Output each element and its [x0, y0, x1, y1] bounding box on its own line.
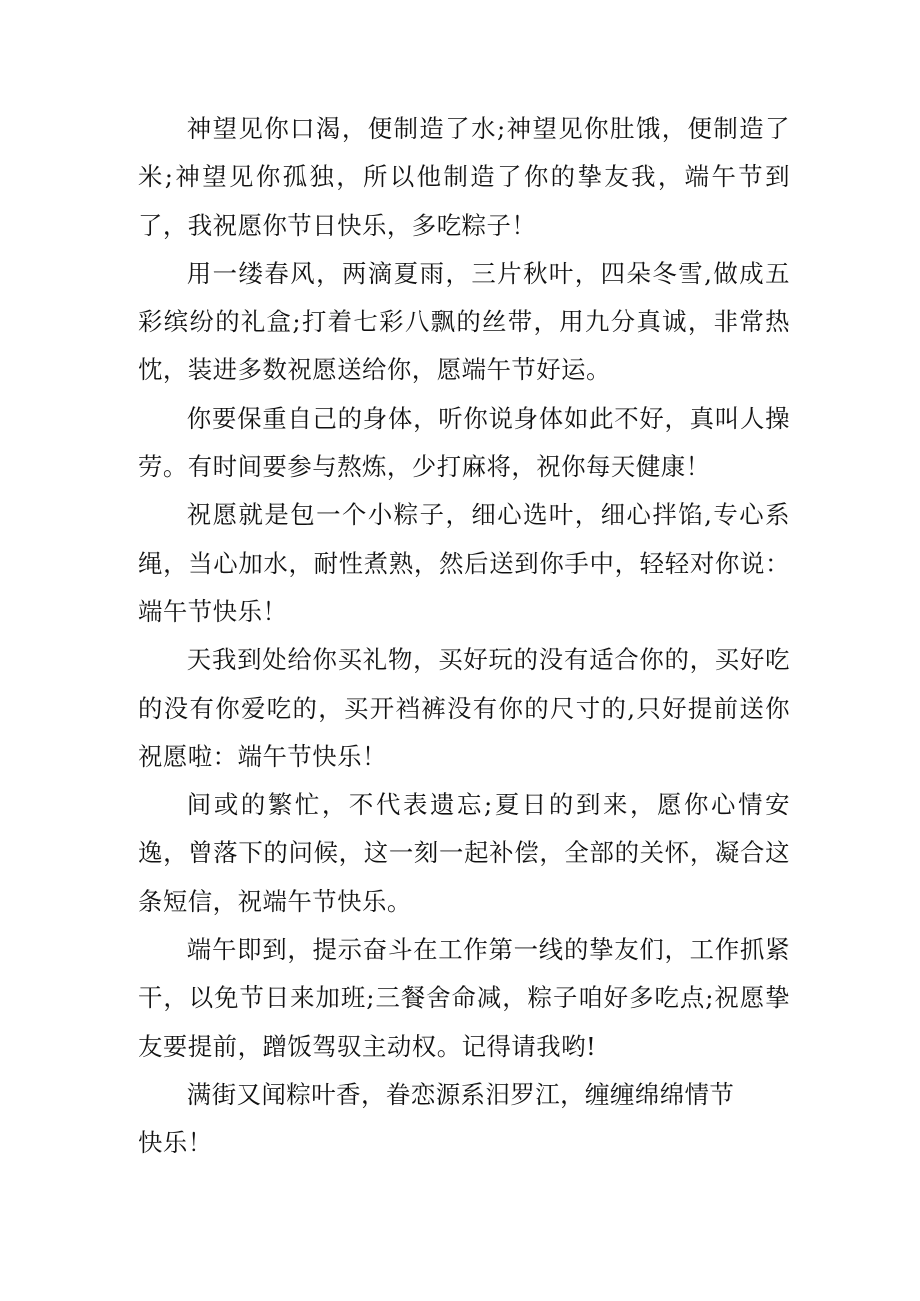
- paragraph-1: 神望见你口渴，便制造了水;神望见你肚饿，便制造了米;神望见你孤独，所以他制造了你的挚友我，端午节到了，我祝愿你节日快乐，多吃粽子！: [138, 114, 790, 240]
- paragraph-7: 端午即到，提示奋斗在工作第一线的挚友们，工作抓紧干，以免节日来加班;三餐舍命减，粽子咱好多吃点;祝愿挚友要提前，蹭饭驾驭主动权。记得请我哟!: [138, 935, 790, 1061]
- paragraph-4: 祝愿就是包一个小粽子，细心选叶，细心拌馅,专心系绳，当心加水，耐性煮熟，然后送到你手中，轻轻对你说：端午节快乐！: [138, 500, 790, 626]
- document-body: [138, 105, 790, 1168]
- paragraph-6: 间或的繁忙，不代表遗忘;夏日的到来，愿你心情安逸，曾落下的问候，这一刻一起补偿，全部的关怀，凝合这条短信，祝端午节快乐。: [138, 790, 790, 916]
- paragraph-5: 天我到处给你买礼物，买好玩的没有适合你的，买好吃的没有你爱吃的，买开裆裤没有你的尺寸的,只好提前送你祝愿啦：端午节快乐！: [138, 645, 790, 771]
- paragraph-8: 满街又闻粽叶香，眷恋源系汨罗江，缠缠绵绵情节快乐！: [138, 1079, 735, 1158]
- paragraph-2: 用一缕春风，两滴夏雨，三片秋叶，四朵冬雪,做成五彩缤纷的礼盒;打着七彩八飘的丝带，用九分真诚，非常热忱，装进多数祝愿送给你，愿端午节好运。: [138, 258, 790, 385]
- paragraph-3: 你要保重自己的身体，听你说身体如此不好，真叫人操劳。有时间要参与熬炼，少打麻将，祝你每天健康！: [138, 403, 790, 482]
